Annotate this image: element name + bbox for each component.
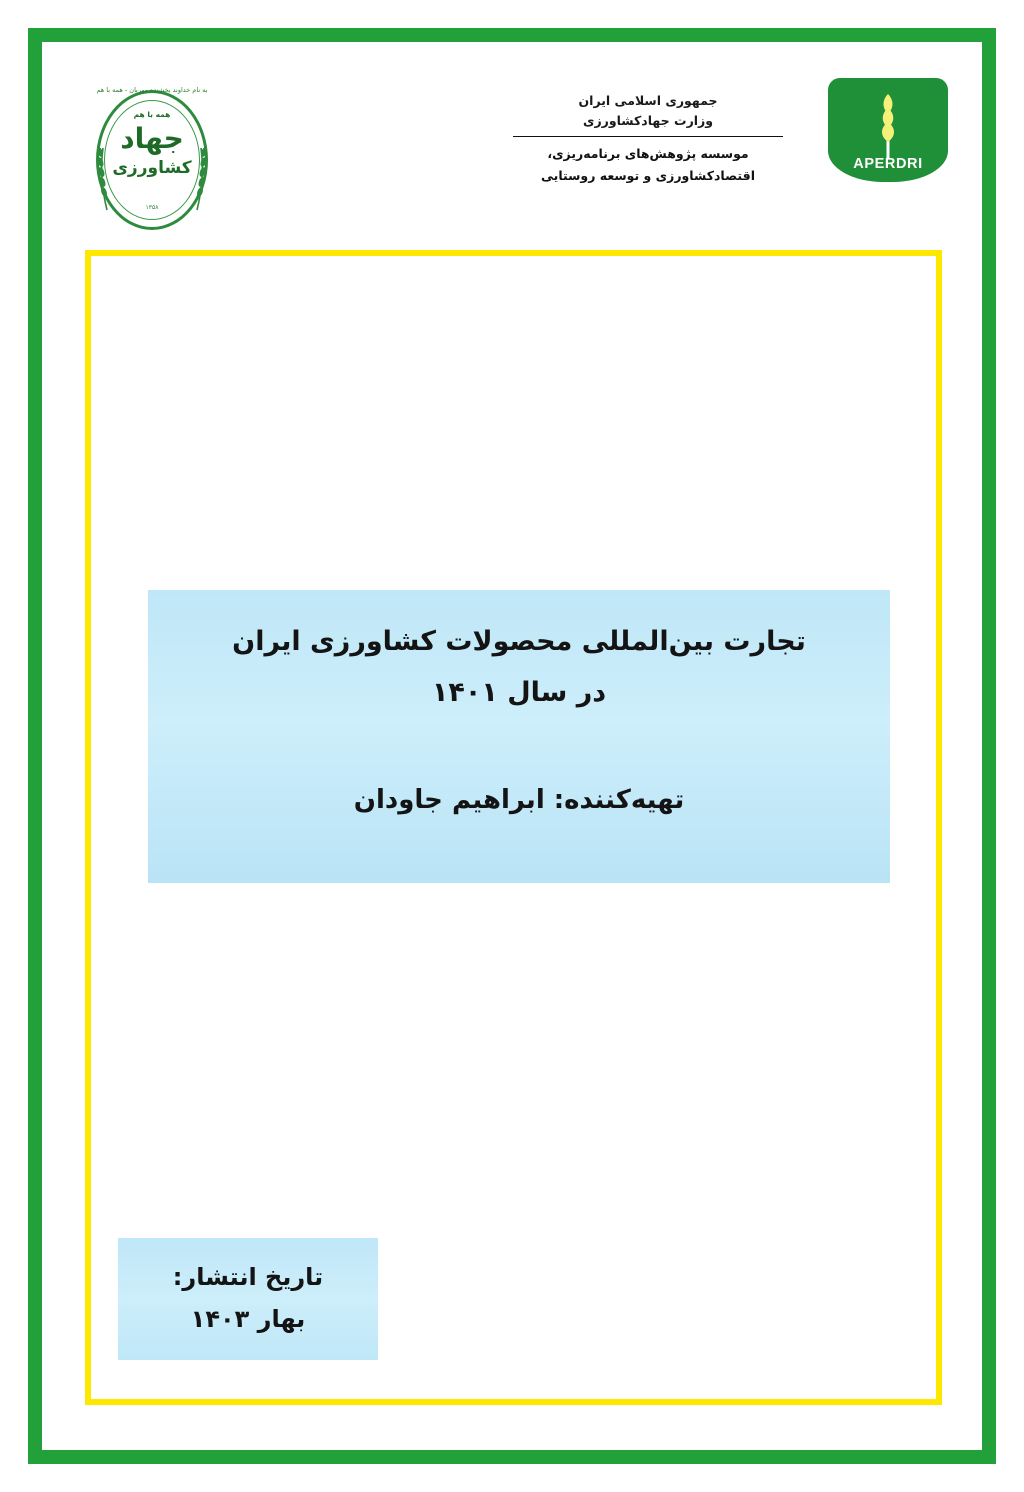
document-header	[56, 56, 968, 246]
seal-sub-text: همه با هم	[133, 110, 171, 119]
aperdri-wheat-icon	[862, 88, 914, 160]
ministry-text-block	[488, 90, 808, 186]
seal-outer-text: به نام خداوند بخشنده مهربان - همه با هم	[96, 86, 208, 94]
ministry-name: وزارت جهادکشاورزی	[582, 113, 714, 129]
header-divider	[513, 136, 783, 137]
seal-secondary-text: کشاورزی	[112, 158, 192, 178]
jahad-keshavarzi-seal-logo	[88, 84, 216, 236]
publication-date-value: بهار ۱۴۰۳	[190, 1305, 306, 1333]
institute-name-line2: اقتصادکشاورزی و توسعه روستایی	[541, 167, 755, 183]
seal-year-text: ۱۳۵۸	[145, 204, 159, 211]
seal-main-text: جهاد	[120, 122, 184, 155]
aperdri-logo	[828, 78, 948, 204]
publication-date-box	[118, 1238, 378, 1360]
report-author: تهیه‌کننده: ابراهیم جاودان	[353, 784, 685, 815]
report-title-line-2: در سال ۱۴۰۱	[431, 677, 607, 709]
country-name: جمهوری اسلامی ایران	[578, 93, 718, 108]
report-title-line-1: تجارت بین‌المللی محصولات کشاورزی ایران	[232, 626, 806, 657]
aperdri-label: APERDRI	[853, 156, 923, 172]
institute-name-line1: موسسه پژوهش‌های برنامه‌ریزی،	[547, 146, 749, 162]
report-title-box	[148, 590, 890, 883]
publication-date-label: تاریخ انتشار:	[172, 1263, 324, 1291]
